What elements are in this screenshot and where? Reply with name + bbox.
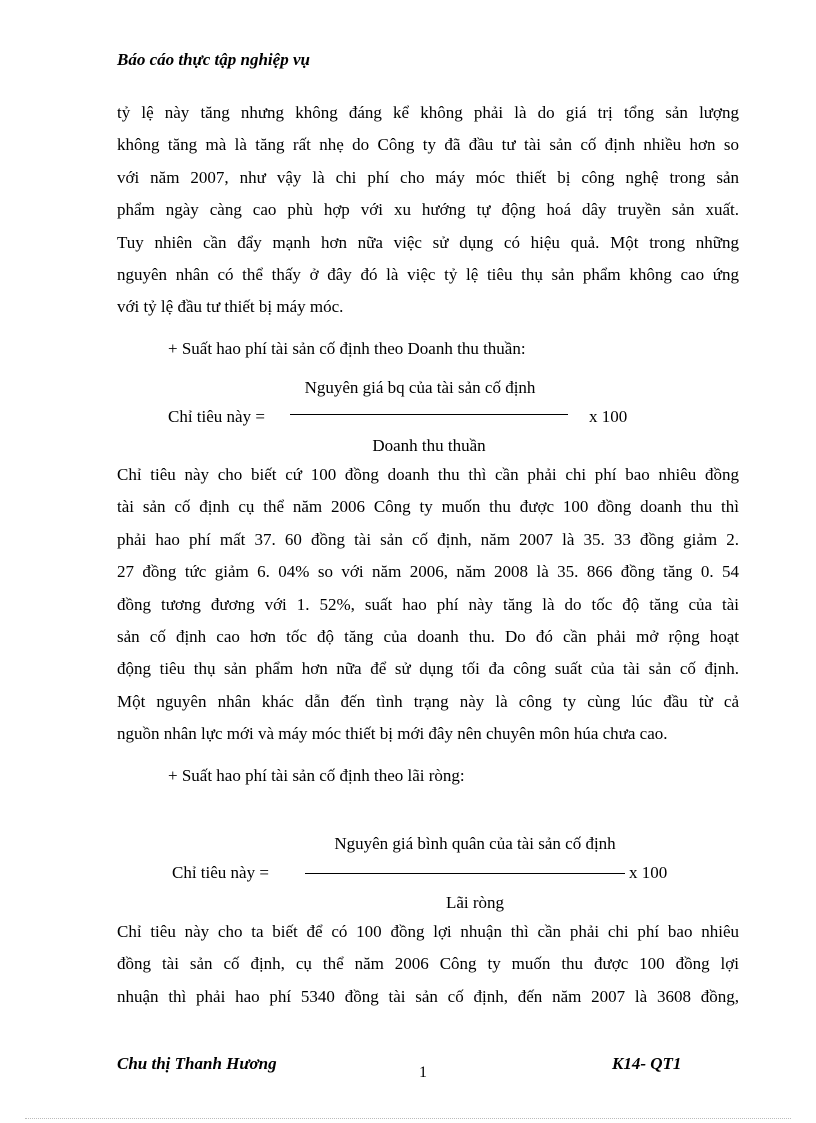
- fraction-bar: [290, 414, 568, 415]
- formula-numerator: Nguyên giá bình quân của tài sản cố định: [334, 834, 616, 853]
- paragraph-line: Chỉ tiêu này cho ta biết để có 100 đồng lợi nhuận thì cần phải chi phí bao nhiêu: [117, 922, 739, 941]
- bullet-revenue-ratio: + Suất hao phí tài sản cố định theo Doanh thu thuần:: [168, 339, 526, 358]
- formula-numerator: Nguyên giá bq của tài sản cố định: [304, 378, 536, 397]
- paragraph-3: [117, 916, 739, 1013]
- bullet-net-profit-ratio: + Suất hao phí tài sản cố định theo lãi ròng:: [168, 766, 465, 785]
- paragraph-line: tỷ lệ này tăng nhưng không đáng kể không phải là do giá trị tổng sản lượng: [117, 103, 739, 122]
- paragraph-line: nguồn nhân lực mới và máy móc thiết bị mới đây nên chuyên môn húa chưa cao.: [117, 724, 668, 744]
- paragraph-line: không tăng mà là tăng rất nhẹ do Công ty đã đầu tư tài sản cố định nhiều hơn so: [117, 135, 739, 155]
- page-number: 1: [419, 1064, 427, 1081]
- paragraph-line: nguyên nhân có thể thấy ở đây đó là việc tỷ lệ tiêu thụ sản phẩm không cao ứng: [117, 265, 739, 285]
- paragraph-2: [117, 459, 739, 751]
- paragraph-line: tài sản cố định cụ thể năm 2006 Công ty muốn thu được 100 đồng doanh thu thì: [117, 497, 739, 517]
- formula-denominator: Lãi ròng: [445, 893, 505, 912]
- formula-multiplier: x 100: [589, 407, 628, 426]
- formula-multiplier: x 100: [629, 863, 668, 882]
- page-bottom-rule: [25, 1118, 791, 1119]
- footer-author: Chu thị Thanh Hương: [117, 1054, 277, 1073]
- paragraph-line: với tỷ lệ đầu tư thiết bị máy móc.: [117, 297, 344, 317]
- formula-label: Chỉ tiêu này =: [172, 863, 269, 882]
- paragraph-line: Tuy nhiên cần đẩy mạnh hơn nữa việc sử dụng có hiệu quả. Một trong những: [117, 232, 739, 252]
- formula-denominator: Doanh thu thuần: [372, 436, 486, 455]
- paragraph-line: phải hao phí mất 37. 60 đồng tài sản cố định, năm 2007 là 35. 33 đồng giảm 2.: [117, 529, 739, 549]
- paragraph-line: Chỉ tiêu này cho biết cứ 100 đồng doanh thu thì cần phải chi phí bao nhiêu đồng: [117, 465, 739, 484]
- formula-label: Chỉ tiêu này =: [168, 407, 265, 426]
- document-header-title: Báo cáo thực tập nghiệp vụ: [117, 50, 310, 69]
- paragraph-1: [117, 97, 739, 324]
- paragraph-line: đồng tài sản cố định, cụ thể năm 2006 Công ty muốn thu được 100 đồng lợi: [117, 954, 739, 974]
- fraction-bar: [305, 873, 625, 874]
- paragraph-line: phẩm ngày càng cao phù hợp với xu hướng tự động hoá dây truyền sản xuất.: [117, 200, 739, 220]
- paragraph-line: đồng tương đương với 1. 52%, suất hao phí này tăng là do tốc độ tăng của tài: [117, 594, 739, 614]
- paragraph-line: nhuận thì phải hao phí 5340 đồng tài sản cố định, đến năm 2007 là 3608 đồng,: [117, 986, 739, 1006]
- paragraph-line: Một nguyên nhân khác dẫn đến tình trạng này là công ty cùng lúc đầu từ cả: [117, 691, 739, 711]
- paragraph-line: động tiêu thụ sản phẩm hơn nữa để sử dụng tối đa công suất của tài sản cố định.: [117, 659, 739, 679]
- paragraph-line: 27 đồng tức giảm 6. 04% so với năm 2006, năm 2008 là 35. 866 đồng tăng 0. 54: [117, 562, 739, 582]
- paragraph-line: sản cố định cao hơn tốc độ tăng của doanh thu. Do đó cần phải mở rộng hoạt: [117, 627, 739, 647]
- paragraph-line: với năm 2007, như vậy là chi phí cho máy móc thiết bị công nghệ trong sản: [117, 167, 739, 187]
- footer-class-code: K14- QT1: [612, 1054, 682, 1073]
